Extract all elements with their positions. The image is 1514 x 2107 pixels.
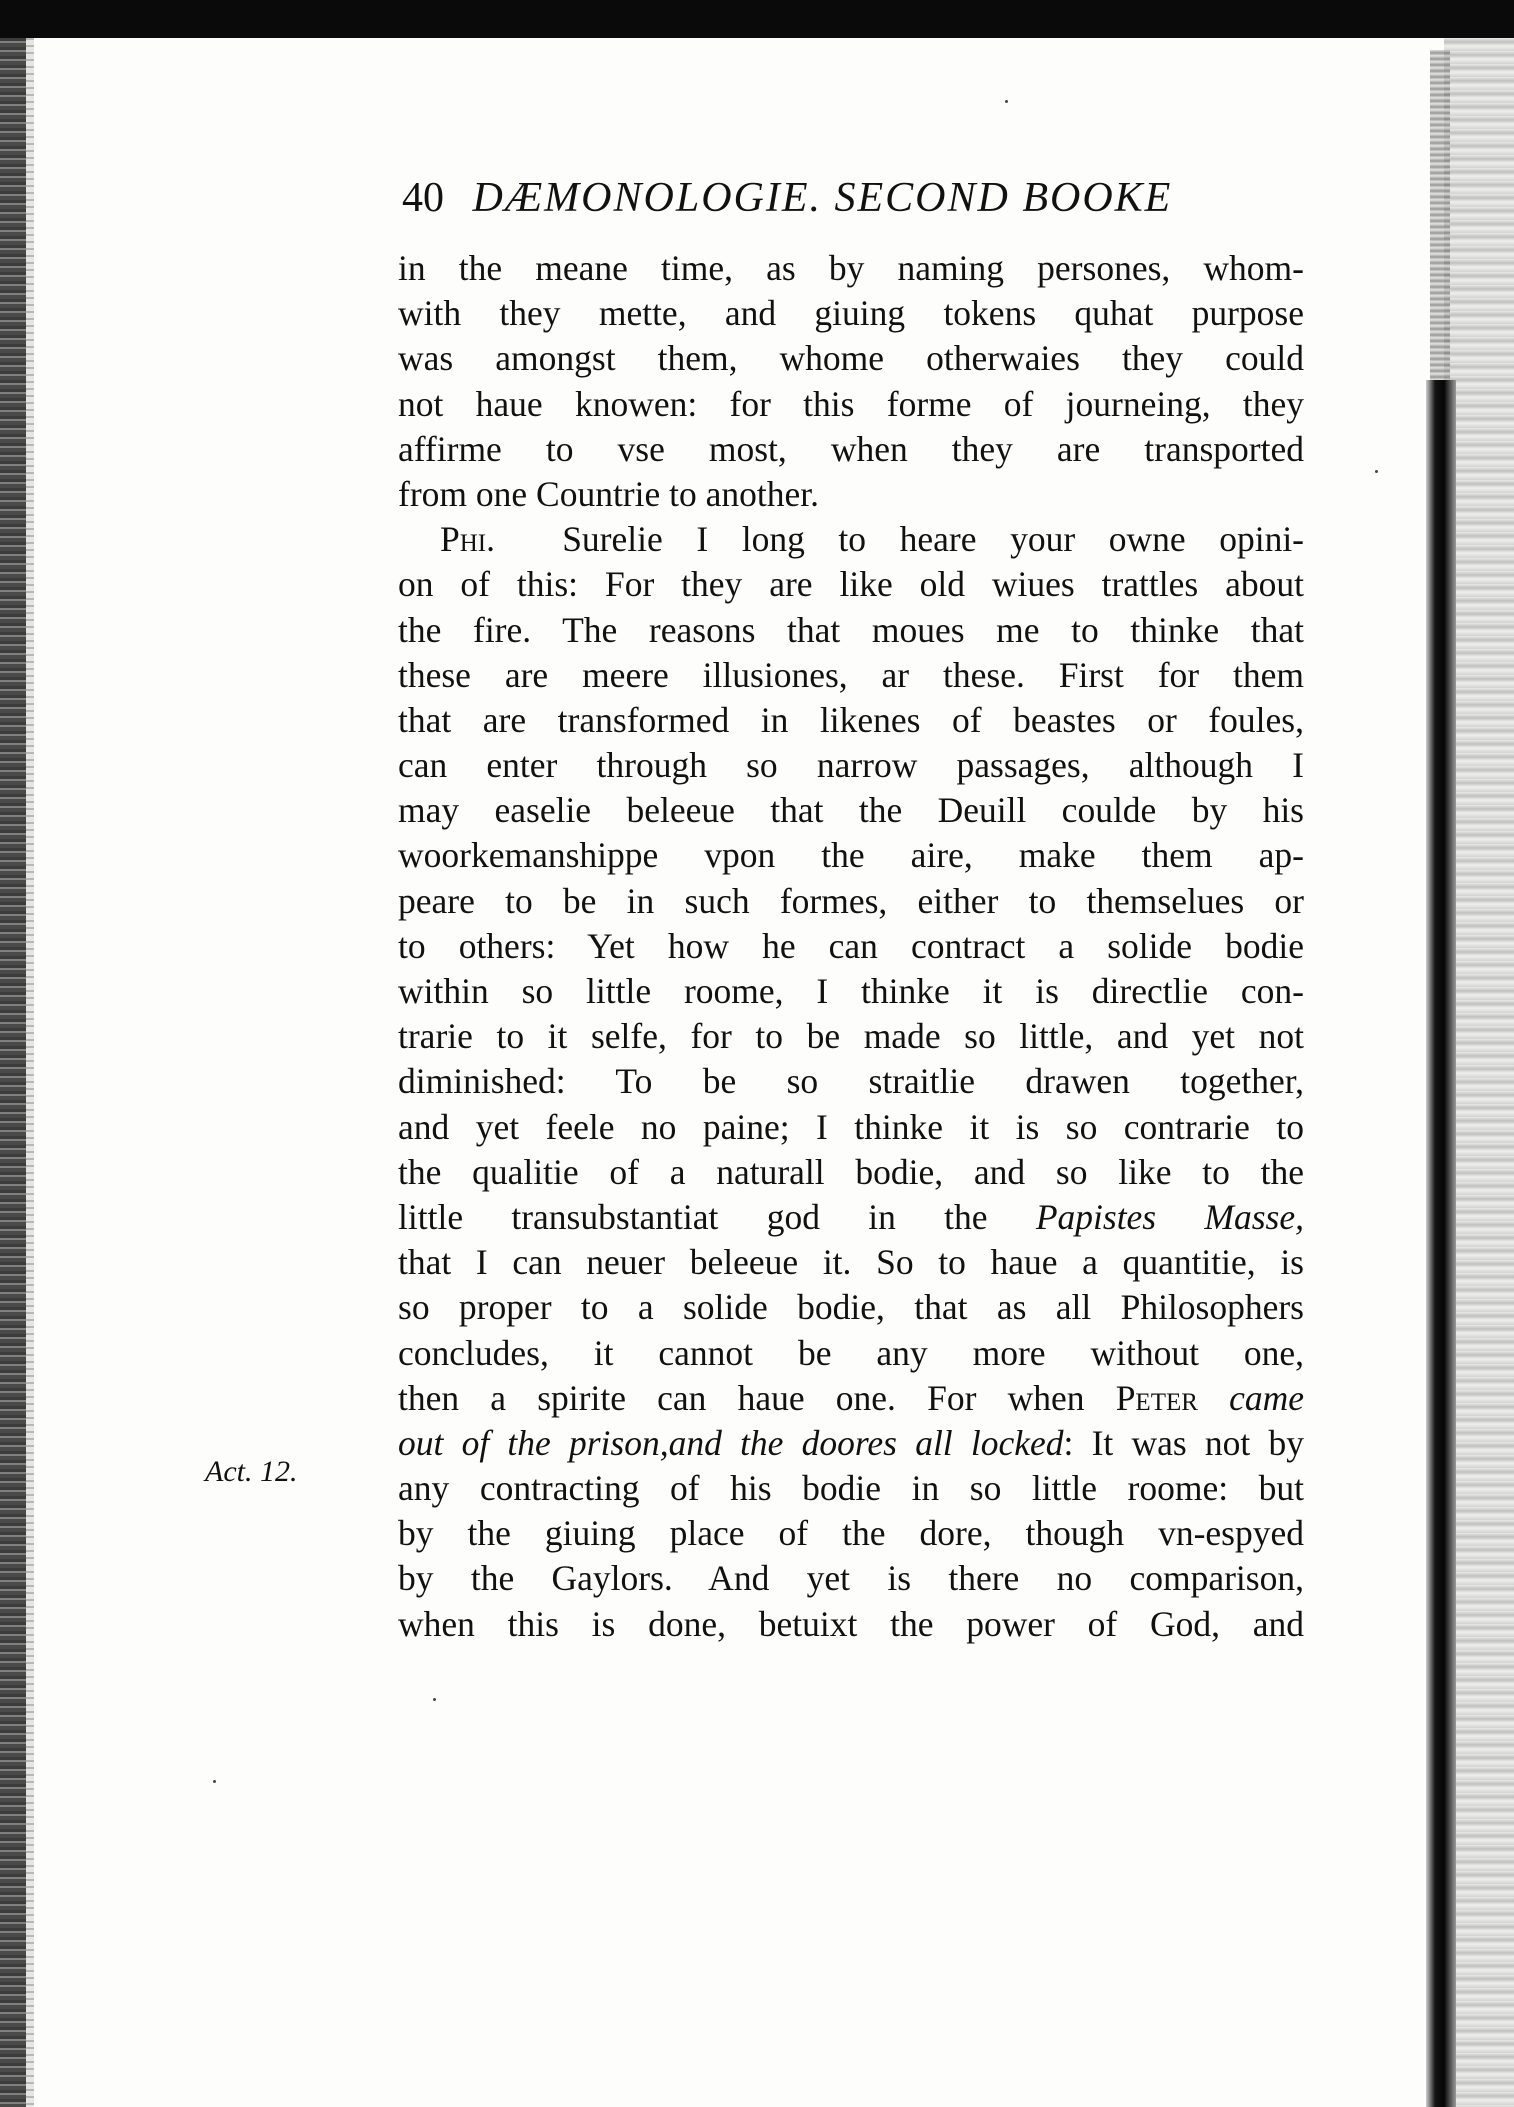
text-line: when this is done, betuixt the power of God, and: [398, 1603, 1304, 1644]
text-line: so proper to a solide bodie, that as all Philosophers: [398, 1287, 1304, 1328]
text-line: not haue knowen: for this forme of journeing, they: [398, 383, 1304, 424]
text-line: the qualitie of a naturall bodie, and so like to the: [398, 1151, 1304, 1192]
dust-speck: [1375, 470, 1378, 473]
text-line: diminished: To be so straitlie drawen together,: [398, 1061, 1304, 1102]
dust-speck: [213, 1780, 216, 1783]
text-line: may easelie beleeue that the Deuill coulde by his: [398, 790, 1304, 831]
text-line: that are transformed in likenes of beastes or foules,: [398, 699, 1304, 740]
text-line: within so little roome, I thinke it is directlie con-: [398, 971, 1304, 1011]
text-line-speaker: [398, 517, 1304, 562]
text-line-mixed: [398, 1421, 1304, 1466]
text-fragment-italic: Papistes Masse,: [1035, 1196, 1305, 1237]
text-line: affirme to vse most, when they are transported: [398, 428, 1304, 469]
text-line-mixed: [398, 1195, 1304, 1240]
text-fragment-smallcaps: Peter: [1115, 1377, 1198, 1418]
body-text: [398, 246, 1304, 1647]
scan-top-border: [0, 0, 1514, 38]
text-fragment: Surelie I long to heare your owne opini-: [562, 519, 1305, 560]
text-line: by the Gaylors. And yet is there no comparison,: [398, 1558, 1304, 1599]
scan-left-gutter-shade: [26, 38, 34, 2107]
page-header: [402, 172, 1302, 224]
dust-speck: [1005, 100, 1008, 103]
text-line: in the meane time, as by naming persones, whom-: [398, 248, 1304, 288]
running-title: DÆMONOLOGIE. SECOND BOOKE: [472, 175, 1173, 221]
text-line: from one Countrie to another.: [398, 473, 819, 514]
text-line: and yet feele no paine; I thinke it is so contrarie to: [398, 1106, 1304, 1147]
scan-left-gutter: [0, 38, 26, 2107]
scan-right-band-top: [1430, 50, 1450, 380]
text-line: to others: Yet how he can contract a solide bodie: [398, 925, 1304, 966]
text-fragment: : It was not by: [1063, 1422, 1304, 1463]
text-line: woorkemanshippe vpon the aire, make them ap-: [398, 835, 1304, 876]
text-line: can enter through so narrow passages, although I: [398, 745, 1304, 786]
page-number: 40: [402, 175, 444, 221]
text-line: that I can neuer beleeue it. So to haue a quantitie, is: [398, 1242, 1304, 1283]
text-line: with they mette, and giuing tokens quhat purpose: [398, 293, 1304, 334]
text-line: on of this: For they are like old wiues trattles about: [398, 564, 1304, 605]
text-fragment-italic: came: [1229, 1377, 1305, 1418]
dust-speck: [433, 1698, 436, 1701]
scan-right-band: [1426, 380, 1456, 2107]
text-line: peare to be in such formes, either to themselues or: [398, 880, 1304, 921]
text-fragment-italic: out of the prison,and the doores all locked: [398, 1422, 1064, 1463]
text-fragment: then a spirite can haue one. For when: [398, 1377, 1085, 1418]
text-line: any contracting of his bodie in so little roome: but: [398, 1468, 1304, 1509]
speaker-label: Phi.: [440, 519, 495, 560]
text-line: the fire. The reasons that moues me to thinke that: [398, 609, 1304, 650]
text-line: was amongst them, whome otherwaies they could: [398, 338, 1304, 379]
text-line: concludes, it cannot be any more without one,: [398, 1332, 1304, 1373]
text-fragment: little transubstantiat god in the: [398, 1196, 988, 1237]
text-line: trarie to it selfe, for to be made so little, and yet not: [398, 1016, 1304, 1057]
text-line: by the giuing place of the dore, though vn-espyed: [398, 1513, 1304, 1554]
text-line: these are meere illusiones, ar these. First for them: [398, 654, 1304, 695]
text-line-mixed: [398, 1376, 1304, 1421]
margin-note: Act. 12.: [205, 1455, 298, 1488]
